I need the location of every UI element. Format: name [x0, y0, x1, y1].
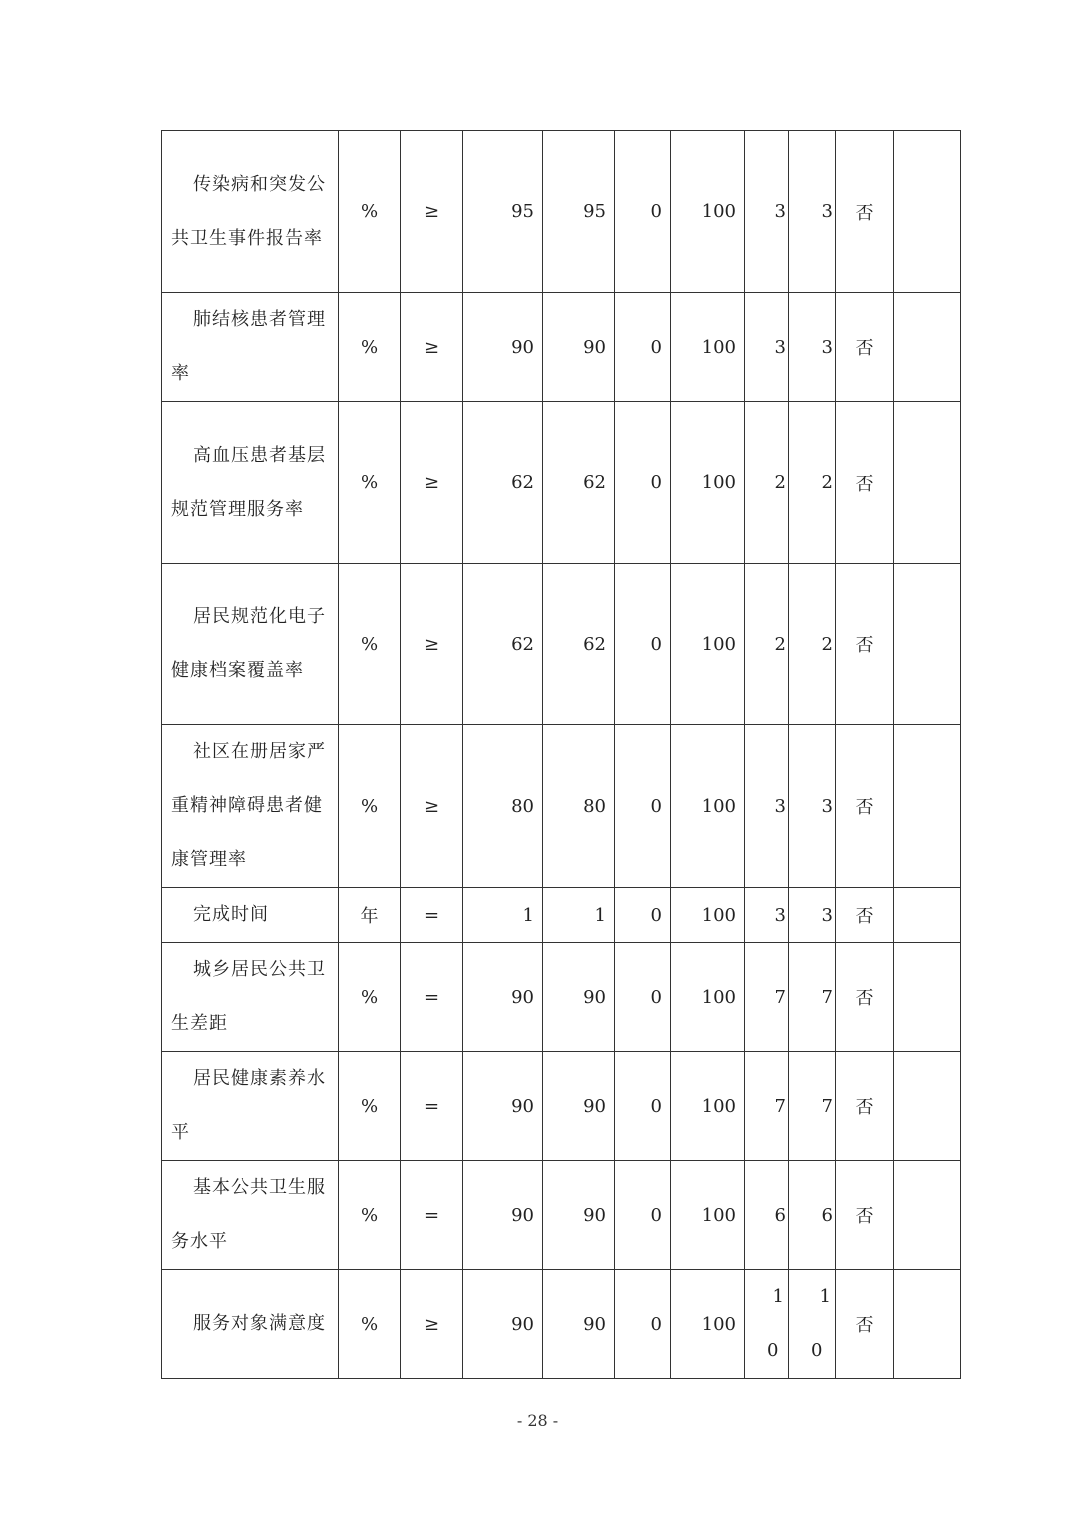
operator-cell: ≥: [401, 293, 463, 402]
unit-cell: 年: [339, 888, 401, 943]
operator-cell: ≥: [401, 564, 463, 725]
score-cell: 2: [789, 402, 836, 564]
rate-cell: 100: [671, 131, 745, 293]
actual-value-cell: 90: [543, 1052, 615, 1161]
target-value-cell: 90: [463, 293, 543, 402]
wrapped-digit: 0: [767, 1340, 779, 1361]
rate-cell: 100: [671, 1052, 745, 1161]
score-cell: 7: [789, 943, 836, 1052]
table-row: [162, 1270, 961, 1379]
note-cell: [894, 1161, 961, 1270]
operator-cell: ≥: [401, 402, 463, 564]
note-cell: [894, 564, 961, 725]
score-cell: 3: [789, 725, 836, 888]
indicator-name-cell: 高血压患者基层规范管理服务率: [162, 402, 339, 564]
deviation-cell: 0: [615, 1052, 671, 1161]
rate-cell: 100: [671, 725, 745, 888]
page-number: - 28 -: [516, 1411, 559, 1430]
table-row: [162, 293, 961, 402]
flag-cell: 否: [836, 1052, 894, 1161]
weight-cell: 3: [745, 293, 789, 402]
weight-cell: 6: [745, 1161, 789, 1270]
indicator-name-cell: 完成时间: [162, 888, 339, 943]
deviation-cell: 0: [615, 564, 671, 725]
unit-cell: %: [339, 1052, 401, 1161]
flag-cell: 否: [836, 293, 894, 402]
weight-cell: 3: [745, 131, 789, 293]
deviation-cell: 0: [615, 293, 671, 402]
indicator-name-cell: 基本公共卫生服务水平: [162, 1161, 339, 1270]
indicator-name-cell: 城乡居民公共卫生差距: [162, 943, 339, 1052]
flag-cell: 否: [836, 1161, 894, 1270]
operator-cell: ≥: [401, 131, 463, 293]
note-cell: [894, 402, 961, 564]
note-cell: [894, 1270, 961, 1379]
flag-cell: 否: [836, 725, 894, 888]
table-row: [162, 402, 961, 564]
note-cell: [894, 943, 961, 1052]
target-value-cell: 62: [463, 564, 543, 725]
deviation-cell: 0: [615, 888, 671, 943]
note-cell: [894, 725, 961, 888]
flag-cell: 否: [836, 564, 894, 725]
target-value-cell: 90: [463, 1270, 543, 1379]
unit-cell: %: [339, 725, 401, 888]
score-cell: 7: [789, 1052, 836, 1161]
score-cell: 3: [789, 131, 836, 293]
note-cell: [894, 131, 961, 293]
deviation-cell: 0: [615, 725, 671, 888]
operator-cell: ≥: [401, 1270, 463, 1379]
score-cell: 3: [789, 888, 836, 943]
unit-cell: %: [339, 1270, 401, 1379]
operator-cell: =: [401, 1161, 463, 1270]
unit-cell: %: [339, 1161, 401, 1270]
score-cell: 6: [789, 1161, 836, 1270]
note-cell: [894, 888, 961, 943]
deviation-cell: 0: [615, 943, 671, 1052]
weight-cell: [745, 1270, 789, 1379]
actual-value-cell: 1: [543, 888, 615, 943]
note-cell: [894, 293, 961, 402]
table-row: [162, 1052, 961, 1161]
weight-cell: 2: [745, 564, 789, 725]
rate-cell: 100: [671, 1161, 745, 1270]
rate-cell: 100: [671, 402, 745, 564]
weight-cell: 3: [745, 725, 789, 888]
wrapped-digit: 1: [772, 1286, 784, 1307]
indicator-name-cell: 居民规范化电子健康档案覆盖率: [162, 564, 339, 725]
table-body: [162, 131, 961, 1379]
deviation-cell: 0: [615, 1161, 671, 1270]
operator-cell: =: [401, 1052, 463, 1161]
target-value-cell: 90: [463, 1052, 543, 1161]
weight-cell: 7: [745, 1052, 789, 1161]
rate-cell: 100: [671, 293, 745, 402]
unit-cell: %: [339, 131, 401, 293]
weight-cell: 2: [745, 402, 789, 564]
deviation-cell: 0: [615, 1270, 671, 1379]
flag-cell: 否: [836, 131, 894, 293]
score-cell: 3: [789, 293, 836, 402]
deviation-cell: 0: [615, 131, 671, 293]
target-value-cell: 90: [463, 1161, 543, 1270]
target-value-cell: 95: [463, 131, 543, 293]
indicator-name-cell: 居民健康素养水平: [162, 1052, 339, 1161]
actual-value-cell: 80: [543, 725, 615, 888]
actual-value-cell: 95: [543, 131, 615, 293]
actual-value-cell: 62: [543, 564, 615, 725]
actual-value-cell: 90: [543, 293, 615, 402]
flag-cell: 否: [836, 1270, 894, 1379]
operator-cell: =: [401, 888, 463, 943]
table-row: [162, 564, 961, 725]
unit-cell: %: [339, 402, 401, 564]
actual-value-cell: 90: [543, 1161, 615, 1270]
score-cell: [789, 1270, 836, 1379]
rate-cell: 100: [671, 943, 745, 1052]
wrapped-digit: 1: [819, 1286, 831, 1307]
score-cell: 2: [789, 564, 836, 725]
table-row: [162, 1161, 961, 1270]
unit-cell: %: [339, 564, 401, 725]
rate-cell: 100: [671, 888, 745, 943]
operator-cell: =: [401, 943, 463, 1052]
table-row: [162, 943, 961, 1052]
rate-cell: 100: [671, 564, 745, 725]
target-value-cell: 80: [463, 725, 543, 888]
operator-cell: ≥: [401, 725, 463, 888]
target-value-cell: 90: [463, 943, 543, 1052]
deviation-cell: 0: [615, 402, 671, 564]
actual-value-cell: 90: [543, 1270, 615, 1379]
indicator-name-cell: 肺结核患者管理率: [162, 293, 339, 402]
indicator-name-cell: 服务对象满意度: [162, 1270, 339, 1379]
rate-cell: 100: [671, 1270, 745, 1379]
performance-indicator-table: [161, 130, 961, 1379]
weight-cell: 3: [745, 888, 789, 943]
target-value-cell: 62: [463, 402, 543, 564]
table-row: [162, 725, 961, 888]
unit-cell: %: [339, 293, 401, 402]
wrapped-digit: 0: [811, 1340, 823, 1361]
flag-cell: 否: [836, 888, 894, 943]
target-value-cell: 1: [463, 888, 543, 943]
table-row: [162, 131, 961, 293]
flag-cell: 否: [836, 943, 894, 1052]
table-row: [162, 888, 961, 943]
unit-cell: %: [339, 943, 401, 1052]
actual-value-cell: 62: [543, 402, 615, 564]
note-cell: [894, 1052, 961, 1161]
flag-cell: 否: [836, 402, 894, 564]
indicator-name-cell: 社区在册居家严重精神障碍患者健康管理率: [162, 725, 339, 888]
weight-cell: 7: [745, 943, 789, 1052]
indicator-name-cell: 传染病和突发公共卫生事件报告率: [162, 131, 339, 293]
actual-value-cell: 90: [543, 943, 615, 1052]
